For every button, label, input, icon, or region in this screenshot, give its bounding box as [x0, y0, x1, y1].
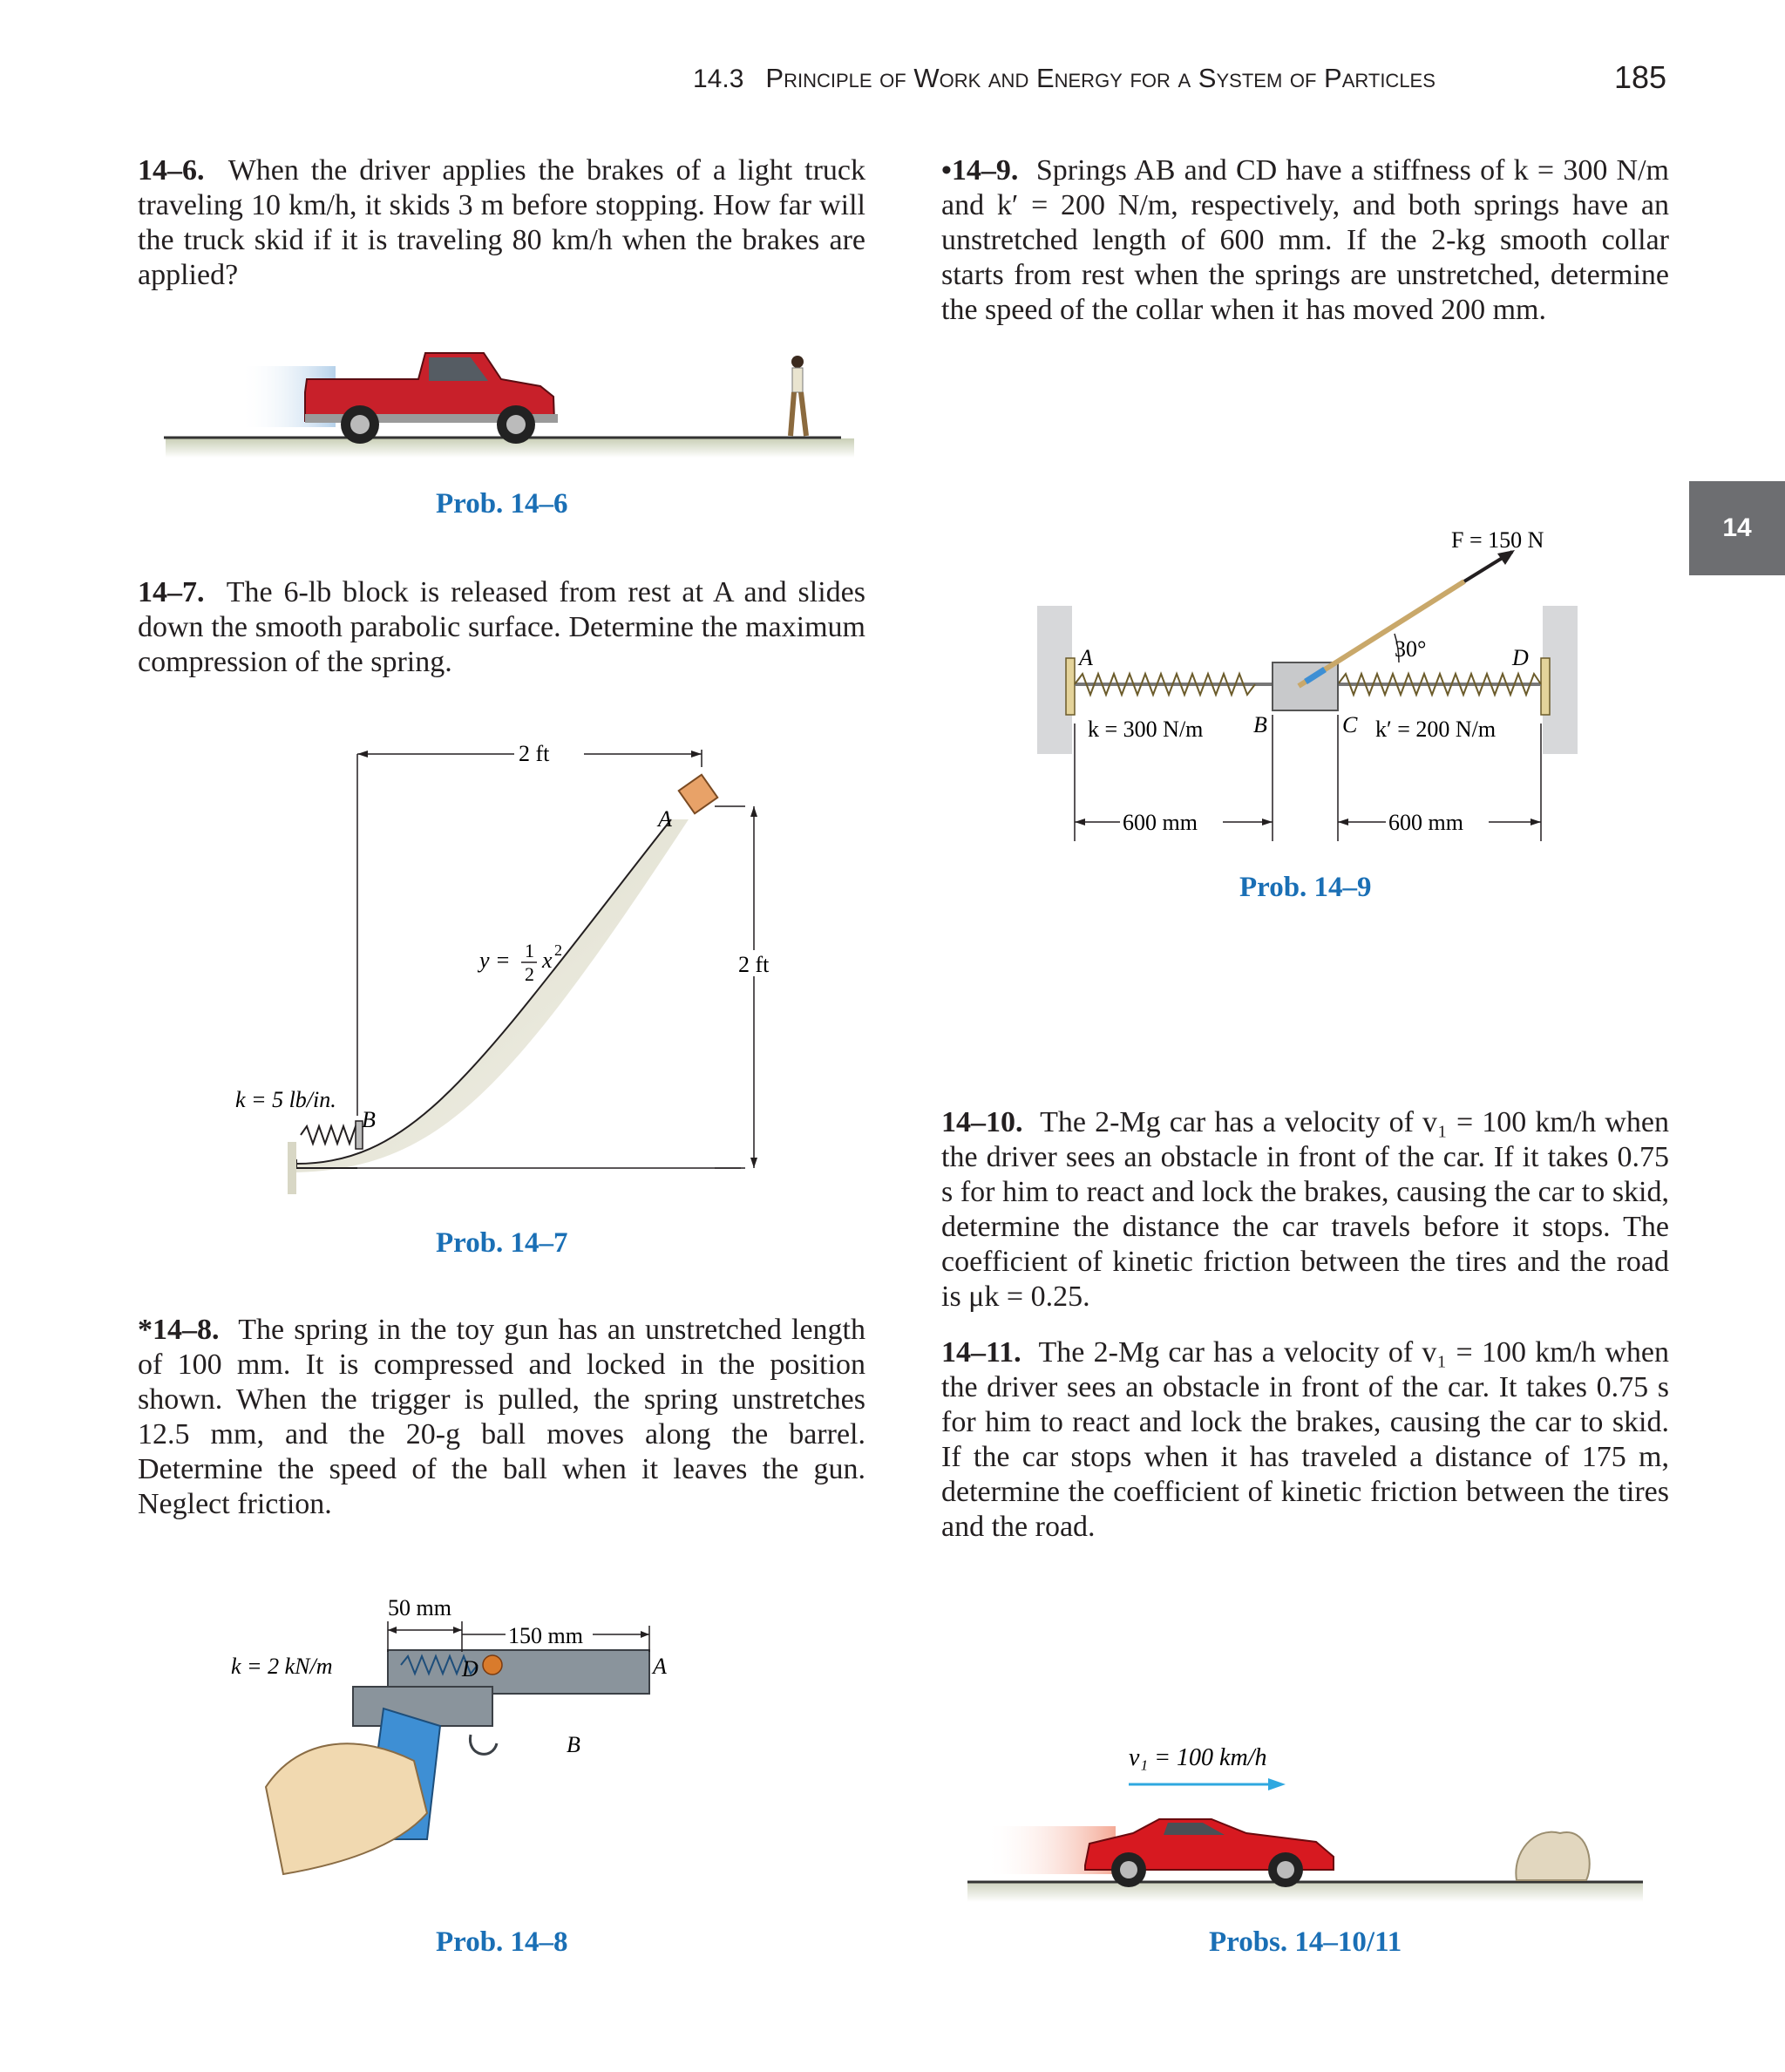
- pickup-truck: [305, 353, 558, 444]
- label-a: A: [1079, 645, 1093, 670]
- label-c: C: [1342, 712, 1358, 737]
- parabola-figure: [218, 732, 793, 1220]
- label-force: F = 150 N: [1451, 527, 1544, 553]
- trigger: [470, 1735, 497, 1754]
- label-b: B: [1253, 712, 1267, 737]
- eq-var: x: [542, 948, 553, 973]
- problem-text: The 6-lb block is released from rest at A and slides down the smooth parabolic surface. Determine the maximum compression of the spring.: [138, 576, 866, 678]
- spring-k: k = 5 lb/in.: [235, 1087, 336, 1112]
- label-k-left: k = 300 N/m: [1088, 717, 1204, 742]
- label-d: D: [1512, 645, 1529, 670]
- problem-label: 14–11.: [941, 1336, 1021, 1369]
- eq-den: 2: [525, 963, 534, 985]
- problem-label: 14–6.: [138, 154, 205, 187]
- running-header: [693, 63, 1435, 94]
- eq-lhs: y =: [479, 948, 511, 973]
- problem-text: The 2-Mg car has a velocity of v₁ = 100 km/h when the driver sees an obstacle in front of the car. If it takes 0.75 s for him to react and lock the brakes, causing the car to skid, determine the distance the car travels before it stops. The coefficient of kinetic friction between the tires and the road is μk = 0.25.: [941, 1106, 1669, 1313]
- problem-label: *14–8.: [138, 1314, 220, 1346]
- problem-label: 14–10.: [941, 1106, 1023, 1138]
- eq-exp: 2: [554, 941, 562, 959]
- chapter-tab: 14: [1689, 481, 1785, 575]
- section-number: 14.3: [693, 65, 744, 93]
- spring: [301, 1126, 359, 1144]
- caption-14-6: Prob. 14–6: [436, 488, 568, 520]
- caption-14-10-11: Probs. 14–10/11: [1209, 1926, 1402, 1958]
- problem-14-8: [138, 1313, 865, 1522]
- caption-14-7: Prob. 14–7: [436, 1227, 568, 1259]
- label-angle: 30°: [1395, 636, 1427, 662]
- problem-label: •14–9.: [941, 154, 1019, 187]
- problem-14-6: [138, 153, 865, 293]
- problem-14-7: [138, 575, 865, 680]
- label-len-left: 600 mm: [1123, 810, 1198, 835]
- problem-text: Springs AB and CD have a stiffness of k = 300 N/m and k′ = 200 N/m, respectively, and both springs have an unstretched length of 600 mm. If the 2-kg smooth collar starts from rest when the springs are unstretched, determine the speed of the collar when it has moved 200 mm.: [941, 154, 1670, 326]
- label-k: k = 2 kN/m: [231, 1654, 333, 1679]
- block: [679, 775, 718, 814]
- car-figure: [967, 1739, 1647, 1913]
- dim-2ft-top: 2 ft: [519, 741, 550, 766]
- label-len-right: 600 mm: [1388, 810, 1463, 835]
- toy-gun-figure: [231, 1586, 693, 1883]
- label-velocity: v₁ = 100 km/h: [1129, 1744, 1267, 1771]
- label-b: B: [567, 1732, 580, 1757]
- truck-figure: [157, 344, 854, 462]
- label-b: B: [362, 1107, 376, 1132]
- problem-text: The 2-Mg car has a velocity of v₁ = 100 km/h when the driver sees an obstacle in front of the car. It takes 0.75 s for him to react and lock the brakes, causing the car to skid. If the car stops when it has traveled a distance of 175 m, determine the coefficient of kinetic friction between the tires and the road.: [941, 1336, 1669, 1543]
- page-number: 185: [1614, 59, 1667, 95]
- label-150mm: 150 mm: [508, 1623, 583, 1648]
- dim-2ft-right: 2 ft: [738, 952, 770, 977]
- label-d: D: [462, 1656, 478, 1681]
- problem-label: 14–7.: [138, 576, 205, 608]
- parabola-curve: [296, 819, 671, 1164]
- problem-14-11: [941, 1335, 1669, 1545]
- label-a: A: [653, 1654, 667, 1679]
- label-50mm: 50 mm: [388, 1595, 451, 1620]
- ball: [483, 1655, 502, 1675]
- sports-car: [1085, 1819, 1334, 1887]
- pedestrian: [791, 356, 806, 436]
- section-title: Principle of Work and Energy for a System of Particles: [765, 63, 1435, 93]
- caption-14-9: Prob. 14–9: [1239, 872, 1372, 903]
- problem-text: The spring in the toy gun has an unstretched length of 100 mm. It is compressed and locked in the position shown. When the trigger is pulled, the spring unstretches 12.5 mm, and the 20-g ball moves along the barrel. Determine the speed of the ball when it leaves the gun. Neglect friction.: [138, 1314, 866, 1520]
- collar-figure: [1028, 519, 1586, 859]
- caption-14-8: Prob. 14–8: [436, 1926, 568, 1958]
- problem-text: When the driver applies the brakes of a light truck traveling 10 km/h, it skids 3 m before stopping. How far will the truck skid if it is traveling 80 km/h when the brakes are applied?: [138, 154, 866, 291]
- spring-ab: [1075, 674, 1255, 695]
- hand: [266, 1743, 427, 1874]
- eq-num: 1: [525, 940, 534, 961]
- problem-14-10: [941, 1105, 1669, 1315]
- label-k-right: k′ = 200 N/m: [1375, 717, 1497, 742]
- problem-14-9: [941, 153, 1669, 328]
- label-a: A: [658, 806, 672, 832]
- obstacle-rock: [1516, 1832, 1589, 1880]
